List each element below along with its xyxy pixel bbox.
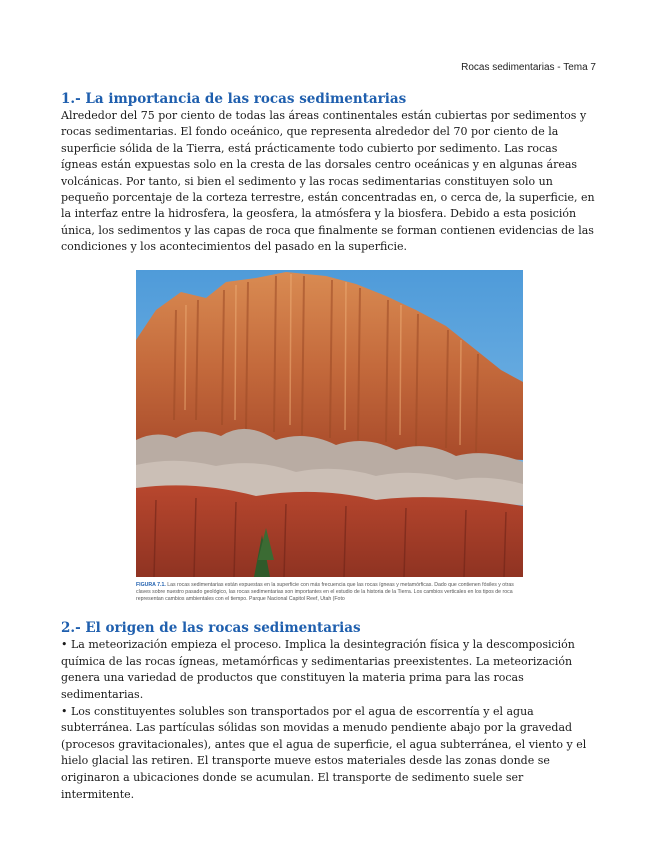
section-2-title: 2.- El origen de las rocas sedimentarias: [61, 620, 361, 637]
cliff-photo: [136, 270, 523, 577]
figure-caption: [136, 582, 523, 604]
figure: [136, 270, 523, 604]
page-content: [61, 90, 596, 803]
section-2-bullet-1: • La meteorización empieza el proceso. Implica la desintegración física y la descomposición química de las rocas ígneas, metamórficas y sedimentarias preexistentes. La meteorización genera una variedad de productos que constituyen la materia prima para las rocas sedimentarias.: [61, 638, 575, 702]
section-2-bullet-2: • Los constituyentes solubles son transportados por el agua de escorrentía y el agua subterránea. Las partículas sólidas son movidas a menudo pendiente abajo por la gravedad (procesos gravitacionales), antes que el agua de superficie, el agua subterránea, el viento y el hielo glacial las retiren. El transporte mueve estos materiales desde las zonas donde se originaron a ubicaciones donde se acumulan. El transporte de sedimento suele ser intermitente.: [61, 704, 587, 801]
running-header: Rocas sedimentarias - Tema 7: [461, 62, 596, 73]
section-2: [61, 619, 596, 803]
figure-caption-text: Las rocas sedimentarias están expuestas en la superficie con más frecuencia que las rocas ígneas y metamórficas. Dado que contienen fósiles y otras claves sobre nuestro pasado geológico, las rocas sedimentarias son importantes en el estudio de la historia de la Tierra. Los cambios verticales en los tipos de roca representan cambios ambientales con el tiempo. Parque Nacional Capitol Reef, Utah (Foto: [136, 581, 514, 603]
section-1-paragraph: Alrededor del 75 por ciento de todas las áreas continentales están cubiertas por sedimentos y rocas sedimentarias. El fondo oceánico, que representa alrededor del 70 por ciento de la superficie sólida de la Tierra, está prácticamente todo cubierto por sedimento. Las rocas ígneas están expuestas solo en la cresta de las dorsales centro oceánicas y en algunas áreas volcánicas. Por tanto, si bien el sedimento y las rocas sedimentarias constituyen solo un pequeño porcentaje de la corteza terrestre, están concentradas en, o cerca de, la superficie, en la interfaz entre la hidrosfera, la geosfera, la atmósfera y la biosfera. Debido a esta posición única, los sedimentos y las capas de roca que finalmente se forman contienen evidencias de las condiciones y los acontecimientos del pasado en la superficie.: [61, 109, 595, 254]
section-1-title: 1.- La importancia de las rocas sedimentarias: [61, 91, 407, 107]
figure-label: FIGURA 7.1.: [136, 581, 166, 588]
